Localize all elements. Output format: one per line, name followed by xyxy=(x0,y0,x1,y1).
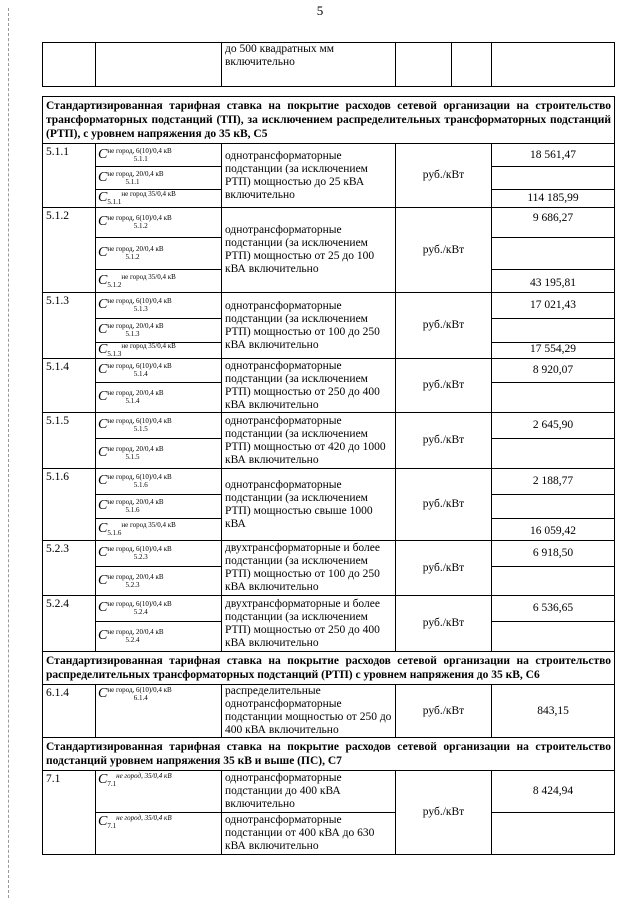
row-description: двухтрансформаторные и более подстанции (за исключением РТП) мощностью от 250 до 400 кВА включительно xyxy=(222,596,396,652)
row-description: однотрансформаторные подстанции (за исключением РТП) мощностью от 25 до 100 кВА включительно xyxy=(222,208,396,293)
row-number: 5.2.3 xyxy=(43,541,96,596)
unit-label: руб./кВт xyxy=(396,293,492,359)
rate-code: $C^{не город, 6(10)/0,4 кВ}_{5.1.4}$ xyxy=(96,359,222,383)
page-number: 5 xyxy=(316,3,324,18)
value-cell xyxy=(492,495,615,519)
rate-code: $C^{не город, 6(10)/0,4 кВ}_{5.1.5}$ xyxy=(96,413,222,439)
unit-label: руб./кВт xyxy=(396,541,492,596)
value-cell: 16 059,42 xyxy=(492,519,615,541)
value-cell: 6 536,65 xyxy=(492,596,615,622)
table-row xyxy=(43,596,615,622)
value-cell: 2 645,90 xyxy=(492,413,615,439)
rate-code: $C^{не город, 20/0,4 кВ}_{5.2.4}$ xyxy=(96,622,222,652)
rate-code: $C_{7.1}^{не город, 35/0,4 кВ}$ xyxy=(96,771,222,813)
row-number: 5.1.3 xyxy=(43,293,96,359)
rate-code: $C_{5.1.1}^{не город 35/0,4 кВ}$ xyxy=(96,190,222,208)
value-cell: 114 185,99 xyxy=(492,190,615,208)
rate-code: $C^{не город, 6(10)/0,4 кВ}_{5.2.3}$ xyxy=(96,541,222,567)
row-description: однотрансформаторные подстанции (за исключением РТП) мощностью от 100 до 250 кВА включительно xyxy=(222,293,396,359)
unit-label: руб./кВт xyxy=(396,144,492,208)
table-row xyxy=(43,685,615,738)
table-cell xyxy=(452,43,492,87)
value-cell xyxy=(492,439,615,469)
row-description: однотрансформаторные подстанции до 400 кВА включительно xyxy=(222,771,396,813)
value-cell: 43 195,81 xyxy=(492,270,615,293)
rate-code: $C^{не город, 6(10)/0,4 кВ}_{5.1.1}$ xyxy=(96,144,222,167)
table-cell xyxy=(396,43,452,87)
value-cell xyxy=(492,167,615,190)
table-cell xyxy=(96,43,222,87)
row-description: однотрансформаторные подстанции от 400 кВА до 630 кВА включительно xyxy=(222,813,396,855)
row-number: 5.1.6 xyxy=(43,469,96,541)
value-cell xyxy=(492,319,615,343)
unit-label: руб./кВт xyxy=(396,771,492,855)
spacer-row xyxy=(43,87,615,97)
unit-label: руб./кВт xyxy=(396,596,492,652)
rate-code: $C^{не город, 20/0,4 кВ}_{5.1.6}$ xyxy=(96,495,222,519)
row-description: однотрансформаторные подстанции (за исключением РТП) мощностью от 420 до 1000 кВА включительно xyxy=(222,413,396,469)
value-cell xyxy=(492,238,615,270)
rate-code: $C^{не город, 20/0,4 кВ}_{5.1.4}$ xyxy=(96,383,222,413)
row-number: 5.1.4 xyxy=(43,359,96,413)
value-cell xyxy=(492,622,615,652)
value-cell xyxy=(492,567,615,596)
value-cell: 8 920,07 xyxy=(492,359,615,383)
table-row xyxy=(43,813,615,855)
table-row xyxy=(43,208,615,238)
rate-code: $C^{не город, 20/0,4 кВ}_{5.1.3}$ xyxy=(96,319,222,343)
value-cell: 8 424,94 xyxy=(492,771,615,813)
section-header-row xyxy=(43,97,615,144)
rate-code: $C^{не город, 6(10)/0,4 кВ}_{5.1.3}$ xyxy=(96,293,222,319)
table-cell xyxy=(43,43,96,87)
row-description: однотрансформаторные подстанции (за исключением РТП) мощностью свыше 1000 кВА xyxy=(222,469,396,541)
value-cell: 2 188,77 xyxy=(492,469,615,495)
value-cell xyxy=(492,813,615,855)
rate-code: $C_{5.1.2}^{не город 35/0,4 кВ}$ xyxy=(96,270,222,293)
row-description: двухтрансформаторные и более подстанции (за исключением РТП) мощностью от 100 до 250 кВА включительно xyxy=(222,541,396,596)
binding-edge xyxy=(8,8,10,898)
value-cell xyxy=(492,383,615,413)
rate-code: $C^{не город, 20/0,4 кВ}_{5.1.5}$ xyxy=(96,439,222,469)
value-cell: 6 918,50 xyxy=(492,541,615,567)
table-row xyxy=(43,144,615,167)
row-description: однотрансформаторные подстанции (за исключением РТП) мощностью от 250 до 400 кВА включительно xyxy=(222,359,396,413)
value-cell: 18 561,47 xyxy=(492,144,615,167)
section-header-c5: Стандартизированная тарифная ставка на покрытие расходов сетевой организации на строительство трансформаторных подстанций (ТП), за исключением распределительных трансформаторных подстанций (РТП), с уровнем напряжения до 35 кВ, С5 xyxy=(43,97,615,144)
value-cell: 9 686,27 xyxy=(492,208,615,238)
row-description: однотрансформаторные подстанции (за исключением РТП) мощностью до 25 кВА включительно xyxy=(222,144,396,208)
table-cell xyxy=(43,87,615,97)
row-number: 5.1.5 xyxy=(43,413,96,469)
table-row xyxy=(43,43,615,87)
tariff-document xyxy=(42,42,614,855)
rate-code: $C^{не город, 6(10)/0,4 кВ}_{6.1.4}$ xyxy=(96,685,222,738)
rate-code: $C_{5.1.3}^{не город 35/0,4 кВ}$ xyxy=(96,343,222,359)
row-number: 5.2.4 xyxy=(43,596,96,652)
row-number: 7.1 xyxy=(43,771,96,855)
rate-code: $C_{7.1}^{не город, 35/0,4 кВ}$ xyxy=(96,813,222,855)
unit-label: руб./кВт xyxy=(396,413,492,469)
row-number: 5.1.1 xyxy=(43,144,96,208)
rate-code: $C^{не город, 6(10)/0,4 кВ}_{5.1.2}$ xyxy=(96,208,222,238)
table-row xyxy=(43,359,615,383)
rate-code: $C^{не город, 6(10)/0,4 кВ}_{5.1.6}$ xyxy=(96,469,222,495)
rate-code: $C^{не город, 6(10)/0,4 кВ}_{5.2.4}$ xyxy=(96,596,222,622)
rate-code: $C^{не город, 20/0,4 кВ}_{5.1.1}$ xyxy=(96,167,222,190)
unit-label: руб./кВт xyxy=(396,685,492,738)
table-cell xyxy=(492,43,615,87)
section-header-c6: Стандартизированная тарифная ставка на покрытие расходов сетевой организации на строительство распределительных трансформаторных подстанций (РТП) с уровнем напряжения до 35 кВ, С6 xyxy=(43,652,615,685)
section-header-c7: Стандартизированная тарифная ставка на покрытие расходов сетевой организации на строительство подстанций уровнем напряжения 35 кВ и выше (ПС), С7 xyxy=(43,738,615,771)
section-header-row xyxy=(43,652,615,685)
value-cell: 17 554,29 xyxy=(492,343,615,359)
unit-label: руб./кВт xyxy=(396,469,492,541)
table-row xyxy=(43,541,615,567)
value-cell: 17 021,43 xyxy=(492,293,615,319)
unit-label: руб./кВт xyxy=(396,208,492,293)
table-row xyxy=(43,469,615,495)
row-description: распределительные однотрансформаторные подстанции мощностью от 250 до 400 кВА включительно xyxy=(222,685,396,738)
row-number: 5.1.2 xyxy=(43,208,96,293)
unit-label: руб./кВт xyxy=(396,359,492,413)
table-row xyxy=(43,413,615,439)
row-description: до 500 квадратных мм включительно xyxy=(222,43,396,87)
value-cell: 843,15 xyxy=(492,685,615,738)
rate-code: $C^{не город, 20/0,4 кВ}_{5.2.3}$ xyxy=(96,567,222,596)
rate-code: $C_{5.1.6}^{не город 35/0,4 кВ}$ xyxy=(96,519,222,541)
table-row xyxy=(43,771,615,813)
table-row xyxy=(43,293,615,319)
rate-code: $C^{не город, 20/0,4 кВ}_{5.1.2}$ xyxy=(96,238,222,270)
tariff-table xyxy=(42,42,615,855)
section-header-row xyxy=(43,738,615,771)
row-number: 6.1.4 xyxy=(43,685,96,738)
